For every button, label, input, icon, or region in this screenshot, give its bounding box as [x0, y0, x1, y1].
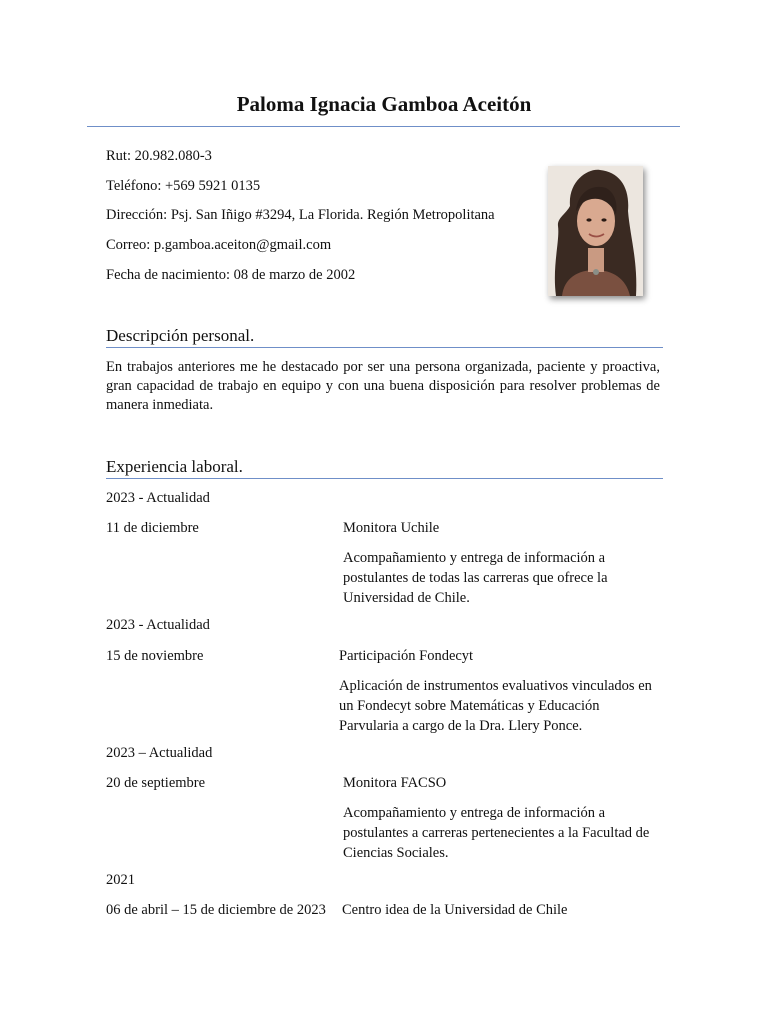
- section-divider: [106, 478, 663, 479]
- experience-period: 2021: [106, 872, 135, 888]
- birthdate-line: Fecha de nacimiento: 08 de marzo de 2002: [106, 267, 356, 283]
- page-title: Paloma Ignacia Gamboa Aceitón: [236, 92, 532, 116]
- experience-period: 2023 – Actualidad: [106, 745, 213, 761]
- experience-period: 2023 - Actualidad: [106, 617, 210, 633]
- title-divider: [87, 126, 680, 127]
- section-title-descripcion: Descripción personal.: [106, 326, 255, 345]
- experience-date: 06 de abril – 15 de diciembre de 2023: [106, 902, 326, 918]
- experience-role: Monitora Uchile: [343, 520, 440, 536]
- experience-role: Monitora FACSO: [343, 775, 447, 791]
- experience-date: 15 de noviembre: [106, 648, 204, 664]
- section-title-experiencia: Experiencia laboral.: [106, 457, 243, 476]
- experience-date: 11 de diciembre: [106, 520, 199, 536]
- profile-photo: [548, 166, 643, 296]
- experience-role: Participación Fondecyt: [339, 648, 474, 664]
- person-portrait-icon: [548, 166, 643, 296]
- address-line: Dirección: Psj. San Iñigo #3294, La Florida. Región Metropolitana: [106, 207, 495, 223]
- experience-description: Acompañamiento y entrega de información a postulantes de todas las carreras que ofrece la Universidad de Chile.: [343, 550, 608, 606]
- section-divider: [106, 347, 663, 348]
- email-line: Correo: p.gamboa.aceiton@gmail.com: [106, 237, 332, 253]
- experience-period: 2023 - Actualidad: [106, 490, 210, 506]
- personal-description: En trabajos anteriores me he destacado por ser una persona organizada, paciente y proactiva, gran capacidad de trabajo en equipo y con una buena disposición para resolver problemas de manera inmediata.: [106, 359, 660, 413]
- phone-line: Teléfono: +569 5921 0135: [106, 178, 261, 194]
- rut-line: Rut: 20.982.080-3: [106, 148, 212, 164]
- experience-role: Centro idea de la Universidad de Chile: [342, 902, 568, 918]
- experience-date: 20 de septiembre: [106, 775, 206, 791]
- experience-description: Aplicación de instrumentos evaluativos vinculados en un Fondecyt sobre Matemáticas y Educación Parvularia a cargo de la Dra. Llery Ponce.: [339, 678, 652, 734]
- experience-description: Acompañamiento y entrega de información a postulantes a carreras pertenecientes a la Facultad de Ciencias Sociales.: [343, 805, 650, 861]
